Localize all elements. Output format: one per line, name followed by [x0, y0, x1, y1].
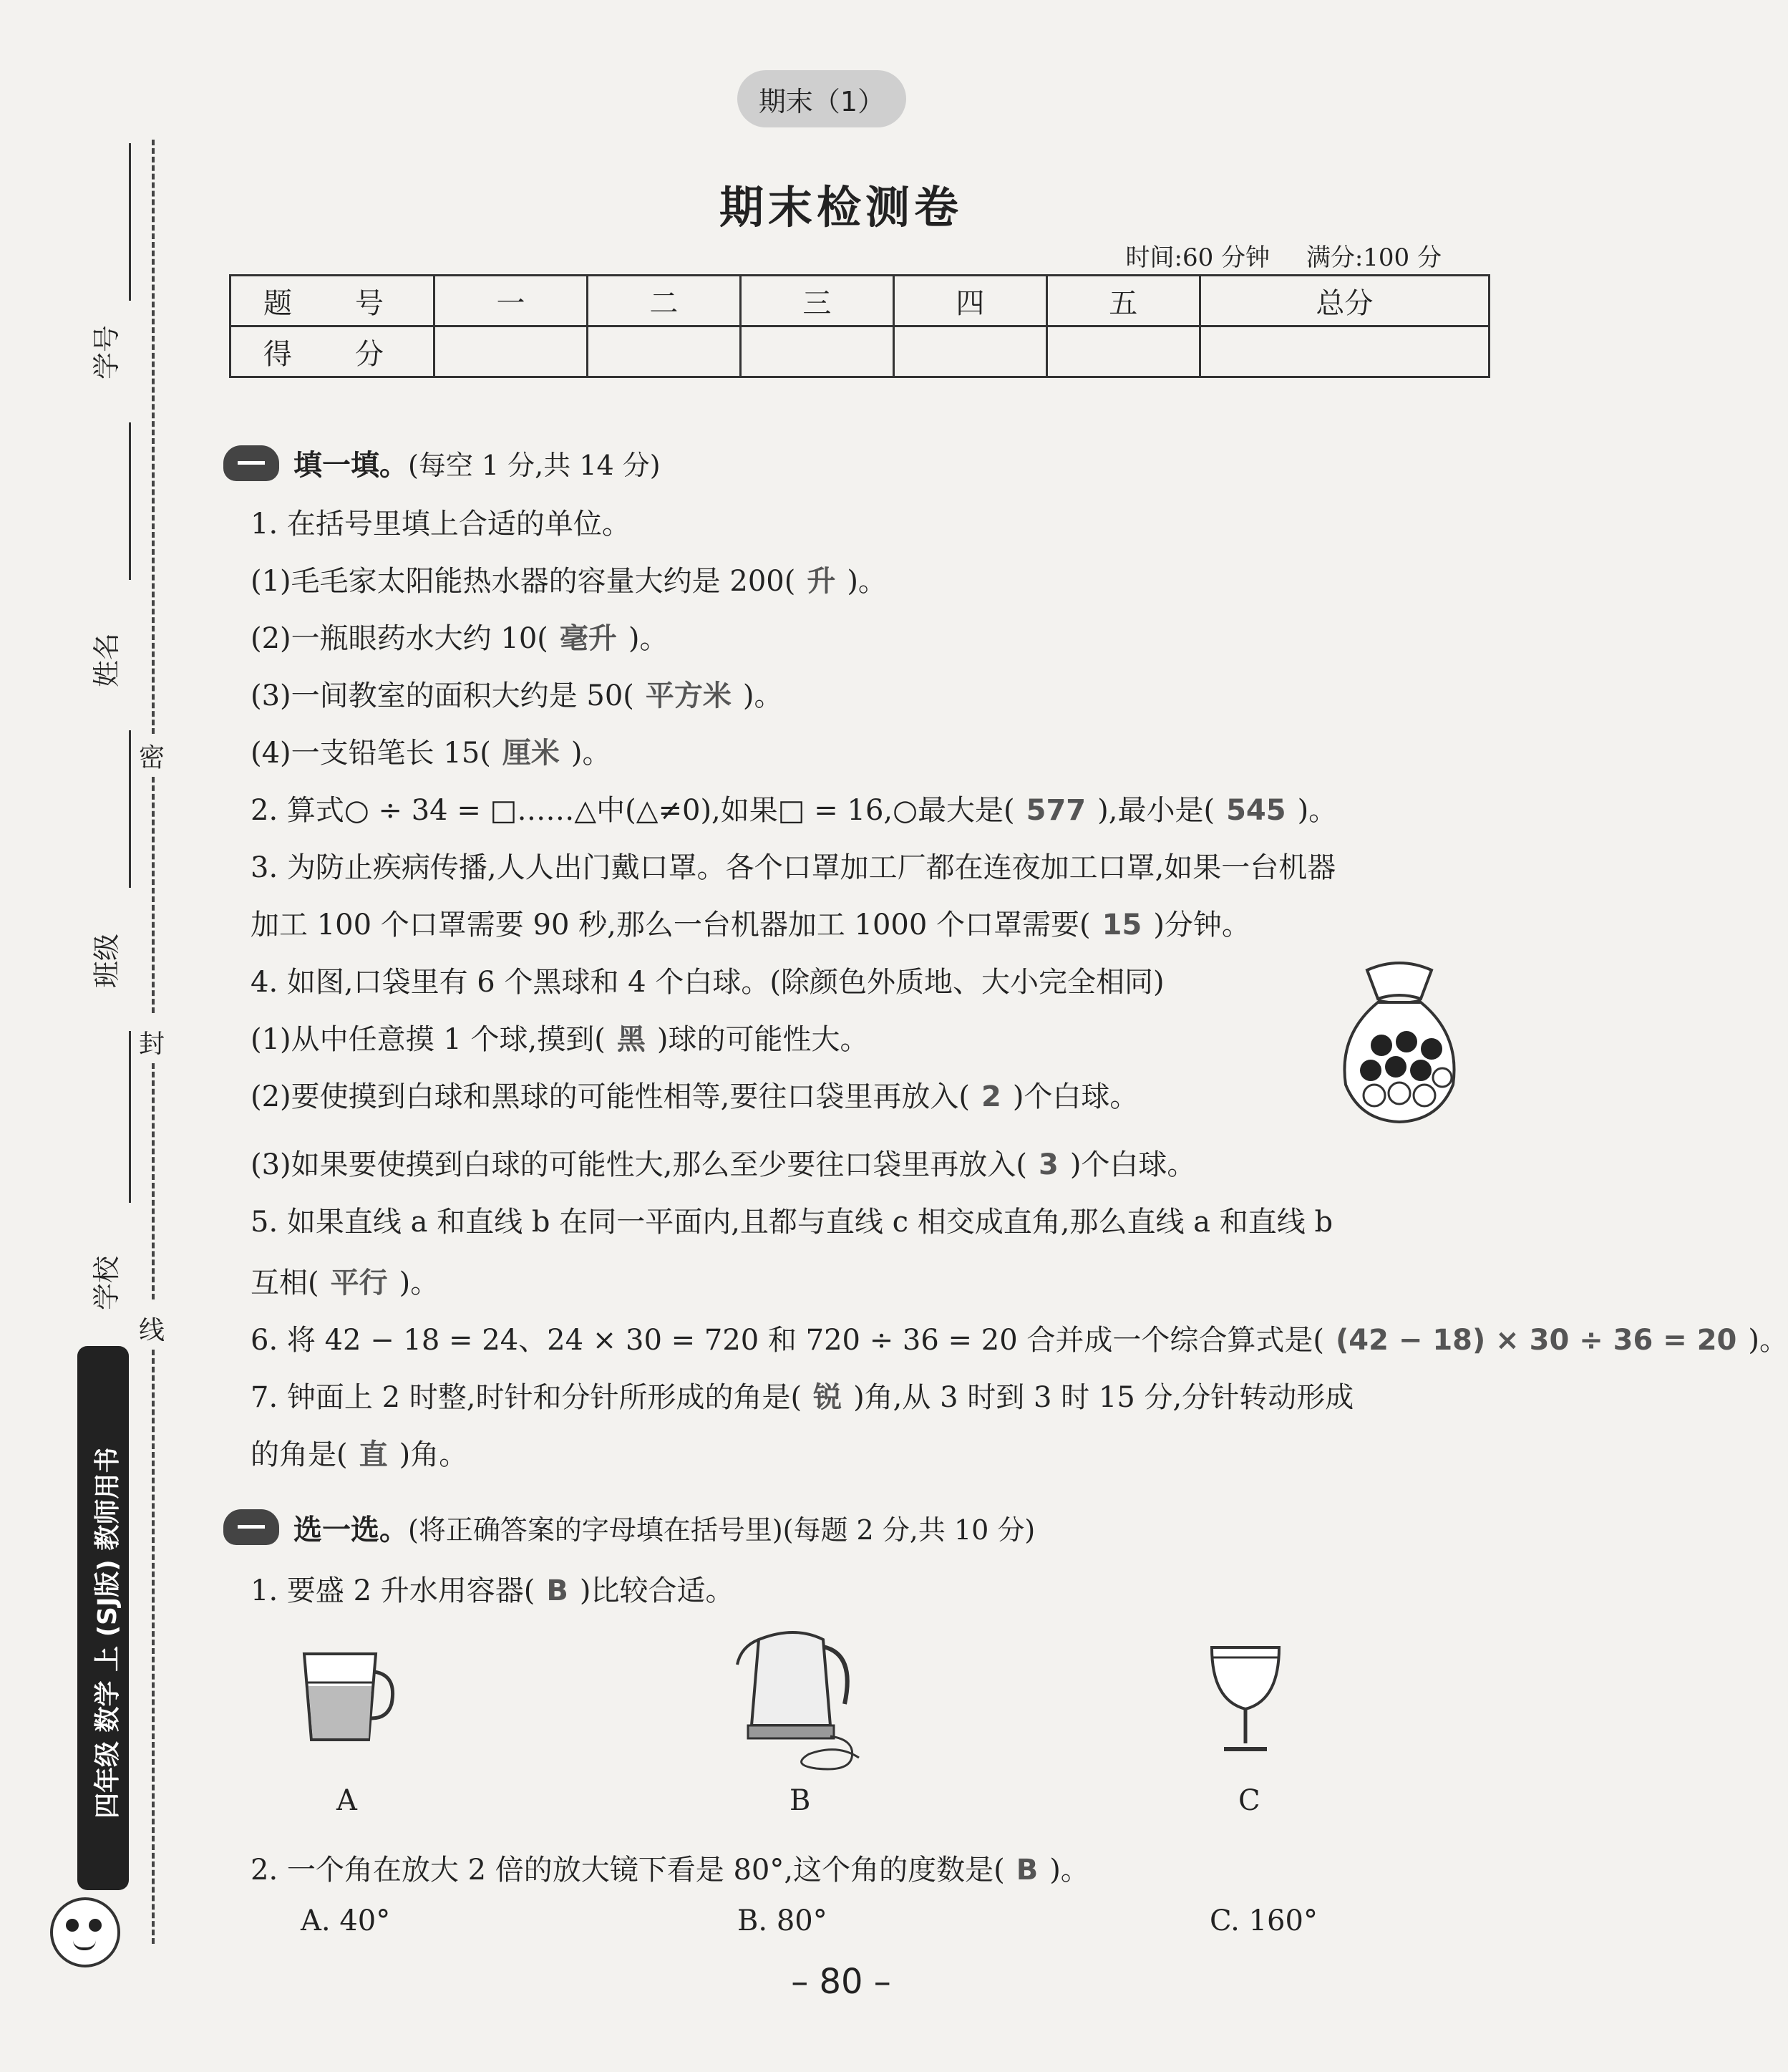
score-table-score-row [230, 326, 1490, 377]
question-line: 的角是( 直 )角。 [251, 1438, 468, 1471]
score-header-cell: 三 [740, 276, 893, 326]
question-line: (1)毛毛家太阳能热水器的容量大约是 200( 升 )。 [251, 565, 887, 598]
answer: 577 [1026, 794, 1087, 827]
answer: 升 [807, 565, 836, 598]
question-line: 4. 如图,口袋里有 6 个黑球和 4 个白球。(除颜色外质地、大小完全相同) [251, 966, 1165, 999]
question-line: 1. 要盛 2 升水用容器( B )比较合适。 [251, 1574, 734, 1607]
score-header-cell: 一 [434, 276, 588, 326]
score-header-cell: 总分 [1200, 276, 1489, 326]
score-table [229, 274, 1490, 378]
wine-glass-illustration [1206, 1643, 1285, 1758]
answer: 毫升 [559, 622, 617, 655]
answer: (42 − 18) × 30 ÷ 36 = 20 [1336, 1324, 1737, 1357]
exam-time-info [1097, 238, 1442, 273]
score-cell[interactable] [740, 326, 893, 377]
cup-illustration [297, 1647, 397, 1747]
score-row-label: 得 分 [230, 326, 434, 377]
ball-bag-illustration [1331, 956, 1467, 1128]
score-cell[interactable] [893, 326, 1046, 377]
info-line [129, 143, 131, 301]
seal-word: 封 [139, 1030, 165, 1059]
label-student-id: 学号 [91, 324, 122, 379]
question-line: (4)一支铅笔长 15( 厘米 )。 [251, 737, 611, 770]
option-label-c: C [1238, 1784, 1260, 1817]
answer: 黑 [616, 1023, 646, 1056]
label-class: 班级 [91, 933, 122, 988]
label-school: 学校 [91, 1255, 122, 1310]
page-number: – 80 – [791, 1962, 891, 2002]
score-cell[interactable] [587, 326, 740, 377]
info-line [129, 422, 131, 580]
kettle-illustration [730, 1625, 873, 1783]
question-line: 2. 算式○ ÷ 34 = □……△中(△≠0),如果□ = 16,○最大是( 577 ),最小是( 545 )。 [251, 794, 1338, 827]
option-c: C. 160° [1210, 1904, 1318, 1937]
seal-dashed-line [152, 1350, 155, 1944]
option-label-a: A [336, 1784, 357, 1817]
page-title: 期末检测卷 [719, 181, 963, 233]
question-line: (3)如果要使摸到白球的可能性大,那么至少要往口袋里再放入( 3 )个白球。 [251, 1148, 1196, 1181]
full-score: 满分:100 分 [1306, 243, 1442, 272]
question-line: 1. 在括号里填上合适的单位。 [251, 508, 631, 541]
answer: 厘米 [502, 737, 560, 770]
section2-title: 选一选。 [293, 1514, 408, 1546]
answer: 直 [359, 1438, 388, 1471]
seal-word: 线 [139, 1316, 165, 1345]
option-label-b: B [789, 1784, 811, 1817]
question-line: (3)一间教室的面积大约是 50( 平方米 )。 [251, 679, 783, 712]
info-line [129, 1031, 131, 1203]
answer: 3 [1038, 1148, 1059, 1181]
answer: B [546, 1574, 568, 1607]
seal-dashed-line [152, 140, 155, 734]
question-line: 2. 一个角在放大 2 倍的放大镜下看是 80°,这个角的度数是( B )。 [251, 1854, 1089, 1887]
score-cell[interactable] [1046, 326, 1200, 377]
section1-note: (每空 1 分,共 14 分) [408, 450, 661, 481]
question-line: 6. 将 42 − 18 = 24、24 × 30 = 720 和 720 ÷ 36 = 20 合并成一个综合算式是( (42 − 18) × 30 ÷ 36 = 20 )。 [251, 1324, 1788, 1357]
score-cell[interactable] [434, 326, 588, 377]
info-line [129, 730, 131, 888]
section2-heading [293, 1507, 1035, 1548]
section-badge-2 [223, 1509, 279, 1545]
seal-dashed-line [152, 777, 155, 1013]
time-limit: 时间:60 分钟 [1125, 243, 1270, 272]
answer: 锐 [813, 1381, 842, 1414]
option-b: B. 80° [737, 1904, 827, 1937]
question-line: 互相( 平行 )。 [251, 1267, 439, 1299]
section-badge-1 [223, 445, 279, 481]
mascot-icon [50, 1897, 120, 1967]
question-line: 加工 100 个口罩需要 90 秒,那么一台机器加工 1000 个口罩需要( 15 )分钟。 [251, 909, 1250, 941]
book-banner-text: 四年级 数学 上 (SJ版) 教师用书 [93, 1447, 122, 1819]
score-header-cell: 题 号 [230, 276, 434, 326]
question-line: 7. 钟面上 2 时整,时针和分针所形成的角是( 锐 )角,从 3 时到 3 时 15 分,分针转动形成 [251, 1381, 1354, 1414]
answer: 2 [981, 1080, 1001, 1113]
question-line: 5. 如果直线 a 和直线 b 在同一平面内,且都与直线 c 相交成直角,那么直线 a 和直线 b [251, 1206, 1333, 1239]
section1-heading [293, 442, 661, 483]
question-line: (1)从中任意摸 1 个球,摸到( 黑 )球的可能性大。 [251, 1023, 869, 1056]
score-table-header-row [230, 276, 1490, 326]
seal-dashed-line [152, 1063, 155, 1299]
answer: B [1016, 1854, 1039, 1887]
score-header-cell: 五 [1046, 276, 1200, 326]
option-a: A. 40° [301, 1904, 391, 1937]
section2-note: (将正确答案的字母填在括号里)(每题 2 分,共 10 分) [408, 1514, 1036, 1546]
seal-word: 密 [139, 743, 165, 773]
section1-title: 填一填。 [293, 449, 408, 482]
score-cell[interactable] [1200, 326, 1489, 377]
answer: 平方米 [645, 679, 732, 712]
question-line: (2)一瓶眼药水大约 10( 毫升 )。 [251, 622, 669, 655]
score-header-cell: 二 [587, 276, 740, 326]
answer: 平行 [330, 1267, 388, 1299]
answer: 545 [1226, 794, 1286, 827]
book-banner [77, 1346, 129, 1890]
answer: 15 [1102, 909, 1142, 941]
exam-tag: 期末（1） [737, 70, 906, 127]
score-header-cell: 四 [893, 276, 1046, 326]
question-line: (2)要使摸到白球和黑球的可能性相等,要往口袋里再放入( 2 )个白球。 [251, 1080, 1139, 1113]
question-line: 3. 为防止疾病传播,人人出门戴口罩。各个口罩加工厂都在连夜加工口罩,如果一台机器 [251, 851, 1336, 884]
label-name: 姓名 [91, 632, 122, 687]
